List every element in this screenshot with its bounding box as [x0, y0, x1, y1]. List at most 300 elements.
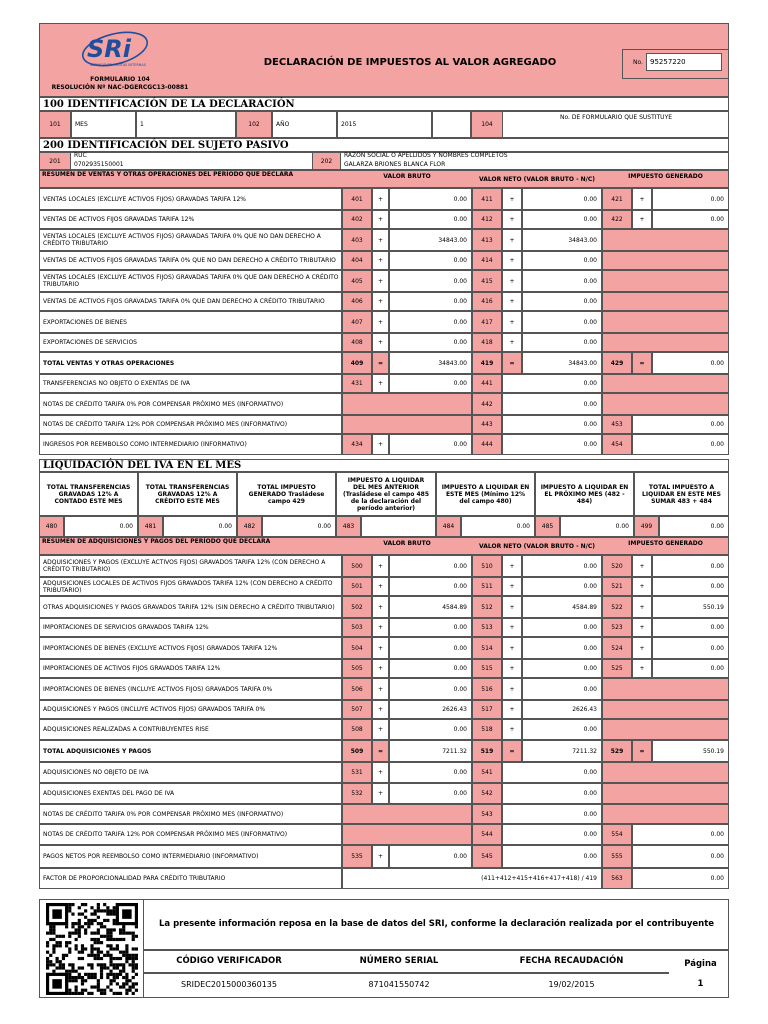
field-sign: + [502, 333, 522, 352]
field-sign: + [632, 596, 652, 618]
empty-cell [602, 374, 729, 393]
liq-value: 0.00 [461, 516, 535, 537]
field-sign: + [632, 555, 652, 577]
code-202: 202 [312, 152, 341, 170]
field-value: 0.00 [502, 783, 602, 804]
field-code: 404 [342, 251, 372, 270]
row-label: VENTAS DE ACTIVOS FIJOS GRAVADAS TARIFA 0% QUE DAN DERECHO A CRÉDITO TRIBUTARIO [39, 292, 342, 311]
section-100-title: 100 IDENTIFICACIÓN DE LA DECLARACIÓN [39, 97, 729, 111]
field-value: 0.00 [389, 292, 472, 311]
liq-value: 0.00 [64, 516, 138, 537]
empty-cell [602, 292, 729, 311]
field-code: 443 [472, 415, 502, 434]
ventas-h-bruto: VALOR BRUTO [383, 172, 431, 180]
field-value: 0.00 [652, 618, 729, 637]
mes-label: MES [71, 111, 136, 138]
field-code: 415 [472, 270, 502, 292]
field-value: 0.00 [389, 555, 472, 577]
row-label: VENTAS LOCALES (EXCLUYE ACTIVOS FIJOS) GRAVADAS TARIFA 0% QUE NO DAN DERECHO A CRÉDITO TRIBUTARIO [39, 229, 342, 251]
row-label: TOTAL ADQUISICIONES Y PAGOS [39, 740, 342, 762]
empty-cell [342, 804, 472, 824]
footer-divider [144, 949, 729, 951]
row-label: EXPORTACIONES DE BIENES [39, 311, 342, 333]
adq-h-imp: IMPUESTO GENERADO [628, 539, 703, 547]
no-label: No. [633, 58, 643, 66]
field-value: 0.00 [502, 393, 602, 415]
field-code: 504 [342, 637, 372, 659]
field-code: 521 [602, 577, 632, 596]
liq-header: TOTAL TRANSFERENCIAS GRAVADAS 12% A CRÉDITO ESTE MES [138, 472, 237, 516]
row-label: ADQUISICIONES EXENTAS DEL PAGO DE IVA [39, 783, 342, 804]
field-sign: + [502, 700, 522, 719]
logo-subtext: SERVICIO DE RENTAS INTERNAS [90, 63, 146, 67]
field-value: 4584.89 [522, 596, 602, 618]
field-value: 0.00 [502, 762, 602, 783]
field-sign: + [502, 719, 522, 740]
field-value: 0.00 [522, 292, 602, 311]
field-code: 500 [342, 555, 372, 577]
field-sign: + [372, 678, 389, 700]
field-code: 419 [472, 352, 502, 374]
field-value: 0.00 [522, 555, 602, 577]
field-value: 0.00 [522, 333, 602, 352]
field-sign: + [372, 700, 389, 719]
empty-cell [602, 700, 729, 719]
field-sign: + [632, 577, 652, 596]
field-code: 517 [472, 700, 502, 719]
field-sign: + [632, 659, 652, 678]
row-label: IMPORTACIONES DE ACTIVOS FIJOS GRAVADOS TARIFA 12% [39, 659, 342, 678]
row-label: TRANSFERENCIAS NO OBJETO O EXENTAS DE IVA [39, 374, 342, 393]
field-sign: + [502, 596, 522, 618]
field-sign: + [372, 210, 389, 229]
field-value: 0.00 [389, 678, 472, 700]
field-value: 34843.00 [522, 352, 602, 374]
field-code: 542 [472, 783, 502, 804]
field-code: 520 [602, 555, 632, 577]
field-sign: + [372, 762, 389, 783]
field-value: 0.00 [502, 824, 602, 845]
field-value: 0.00 [502, 804, 602, 824]
empty-cell [342, 393, 472, 415]
empty-cell [602, 333, 729, 352]
field-formula: (411+412+415+416+417+418) / 419 [342, 868, 602, 889]
field-code: 454 [602, 434, 632, 455]
field-sign: + [502, 229, 522, 251]
liq-value: 0.00 [262, 516, 336, 537]
field-sign: + [502, 577, 522, 596]
field-sign: = [502, 740, 522, 762]
field-code: 513 [472, 618, 502, 637]
razon-value: GALARZA BRIONES BLANCA FLOR [344, 161, 446, 168]
field-value: 0.00 [632, 824, 729, 845]
liq-value: 0.00 [659, 516, 729, 537]
field-sign: + [502, 678, 522, 700]
empty-cell [602, 393, 729, 415]
field-value: 0.00 [389, 783, 472, 804]
row-label: OTRAS ADQUISICIONES Y PAGOS GRAVADOS TARIFA 12% (SIN DERECHO A CRÉDITO TRIBUTARIO) [39, 596, 342, 618]
field-value: 0.00 [652, 210, 729, 229]
field-value: 0.00 [389, 210, 472, 229]
field-sign: + [372, 188, 389, 210]
anio-extra [432, 111, 471, 138]
field-code: 412 [472, 210, 502, 229]
field-value: 0.00 [502, 434, 602, 455]
field-sign: + [632, 210, 652, 229]
field-sign: + [502, 637, 522, 659]
field-sign: + [372, 292, 389, 311]
field-code: 531 [342, 762, 372, 783]
field-sign: + [372, 434, 389, 455]
anio-label: AÑO [272, 111, 337, 138]
field-code: 411 [472, 188, 502, 210]
field-value: 0.00 [389, 618, 472, 637]
adq-title: RESUMEN DE ADQUISICIONES Y PAGOS DEL PERÍODO QUE DECLARA [42, 538, 271, 545]
row-label: VENTAS LOCALES (EXCLUYE ACTIVOS FIJOS) GRAVADAS TARIFA 0% QUE DAN DERECHO A CRÉDITO TRIBUTARIO [39, 270, 342, 292]
empty-cell [602, 804, 729, 824]
field-code: 523 [602, 618, 632, 637]
field-sign: = [632, 352, 652, 374]
footer-pagina: 1 [697, 979, 704, 989]
field-value: 0.00 [522, 678, 602, 700]
field-sign: + [372, 311, 389, 333]
field-sign: + [372, 637, 389, 659]
field-sign: + [632, 188, 652, 210]
field-sign: = [372, 740, 389, 762]
field-code: 403 [342, 229, 372, 251]
field-value: 0.00 [389, 251, 472, 270]
field-code: 535 [342, 845, 372, 868]
field-value: 0.00 [652, 637, 729, 659]
footer-codigo: SRIDEC2015000360135 [181, 979, 277, 989]
field-sign: + [372, 229, 389, 251]
field-code: 518 [472, 719, 502, 740]
field-sign: = [632, 740, 652, 762]
row-label: NOTAS DE CRÉDITO TARIFA 12% POR COMPENSAR PRÓXIMO MES (INFORMATIVO) [39, 824, 342, 845]
field-value: 0.00 [389, 719, 472, 740]
section-200-title: 200 IDENTIFICACIÓN DEL SUJETO PASIVO [39, 138, 729, 152]
field-value: 0.00 [632, 415, 729, 434]
field-code: 543 [472, 804, 502, 824]
field-code: 408 [342, 333, 372, 352]
liq-header: TOTAL IMPUESTO A LIQUIDAR EN ESTE MES SUMAR 483 + 484 [634, 472, 729, 516]
field-sign: + [502, 188, 522, 210]
field-sign: + [502, 618, 522, 637]
empty-cell [602, 678, 729, 700]
liq-value [361, 516, 436, 537]
liq-code: 485 [535, 516, 560, 537]
field-sign: + [372, 618, 389, 637]
field-sign: + [372, 555, 389, 577]
field-code: 418 [472, 333, 502, 352]
liq-value: 0.00 [163, 516, 237, 537]
footer-h-fecha: FECHA RECAUDACIÓN [519, 956, 624, 966]
sri-logo [80, 29, 150, 69]
form-title: DECLARACIÓN DE IMPUESTOS AL VALOR AGREGADO [263, 56, 557, 68]
field-code: 532 [342, 783, 372, 804]
row-label: IMPORTACIONES DE SERVICIOS GRAVADOS TARIFA 12% [39, 618, 342, 637]
field-value: 0.00 [652, 352, 729, 374]
field-code: 416 [472, 292, 502, 311]
field-value: 0.00 [502, 374, 602, 393]
anio-value: 2015 [337, 111, 432, 138]
empty-cell [602, 229, 729, 251]
liq-code: 499 [634, 516, 659, 537]
footer-divider-2 [144, 972, 669, 974]
field-value: 0.00 [522, 719, 602, 740]
field-code: 407 [342, 311, 372, 333]
row-label: EXPORTACIONES DE SERVICIOS [39, 333, 342, 352]
adq-h-neto: VALOR NETO (VALOR BRUTO - N/C) [478, 542, 596, 550]
field-code: 409 [342, 352, 372, 374]
field-code: 545 [472, 845, 502, 868]
field-value: 0.00 [522, 311, 602, 333]
field-code: 515 [472, 659, 502, 678]
row-label: NOTAS DE CRÉDITO TARIFA 0% POR COMPENSAR PRÓXIMO MES (INFORMATIVO) [39, 393, 342, 415]
liq-value: 0.00 [560, 516, 634, 537]
field-sign: + [372, 659, 389, 678]
field-code: 442 [472, 393, 502, 415]
field-value: 0.00 [522, 618, 602, 637]
empty-cell [602, 783, 729, 804]
field-code: 554 [602, 824, 632, 845]
field-code: 506 [342, 678, 372, 700]
liq-code: 484 [436, 516, 461, 537]
field-code: 522 [602, 596, 632, 618]
empty-cell [602, 719, 729, 740]
field-code: 508 [342, 719, 372, 740]
field-code: 563 [602, 868, 632, 889]
razon-label: RAZÓN SOCIAL O APELLIDOS Y NOMBRES COMPLETOS [344, 152, 508, 159]
field-sign: + [372, 270, 389, 292]
ruc-label: RUC [74, 152, 87, 159]
empty-cell [342, 824, 472, 845]
field-code: 505 [342, 659, 372, 678]
field-value: 0.00 [522, 210, 602, 229]
liq-header: TOTAL TRANSFERENCIAS GRAVADAS 12% A CONTADO ESTE MES [39, 472, 138, 516]
code-201: 201 [39, 152, 71, 170]
field-value: 550.19 [652, 740, 729, 762]
ventas-h-imp: IMPUESTO GENERADO [628, 172, 703, 180]
field-value: 0.00 [652, 555, 729, 577]
empty-cell [602, 311, 729, 333]
field-value: 7211.32 [389, 740, 472, 762]
field-value: 0.00 [389, 577, 472, 596]
liq-code: 483 [336, 516, 361, 537]
field-value: 0.00 [389, 434, 472, 455]
field-code: 453 [602, 415, 632, 434]
field-code: 525 [602, 659, 632, 678]
footer-h-serial: NÚMERO SERIAL [359, 956, 439, 966]
ventas-title: RESUMEN DE VENTAS Y OTRAS OPERACIONES DEL PERÍODO QUE DECLARA [42, 171, 294, 178]
field-code: 444 [472, 434, 502, 455]
row-label: IMPORTACIONES DE BIENES (INCLUYE ACTIVOS FIJOS) GRAVADOS TARIFA 0% [39, 678, 342, 700]
field-code: 431 [342, 374, 372, 393]
field-value: 2626.43 [522, 700, 602, 719]
field-sign: + [372, 251, 389, 270]
field-code: 429 [602, 352, 632, 374]
footer-h-codigo: CÓDIGO VERIFICADOR [176, 956, 282, 966]
field-value: 0.00 [502, 415, 602, 434]
liq-header: TOTAL IMPUESTO GENERADO Trasládese campo 429 [237, 472, 336, 516]
field-code: 402 [342, 210, 372, 229]
code-104: 104 [471, 111, 503, 138]
logo-text: SRi [87, 35, 131, 63]
field-code: 519 [472, 740, 502, 762]
row-label: ADQUISICIONES Y PAGOS (INCLUYE ACTIVOS FIJOS) GRAVADOS TARIFA 0% [39, 700, 342, 719]
field-value: 4584.89 [389, 596, 472, 618]
row-label: FACTOR DE PROPORCIONALIDAD PARA CRÉDITO TRIBUTARIO [39, 868, 342, 889]
liq-header: IMPUESTO A LIQUIDAR EN ESTE MES (Mínimo 12% del campo 480) [436, 472, 535, 516]
field-sign: + [502, 251, 522, 270]
row-label: NOTAS DE CRÉDITO TARIFA 0% POR COMPENSAR PRÓXIMO MES (INFORMATIVO) [39, 804, 342, 824]
row-label: VENTAS LOCALES (EXCLUYE ACTIVOS FIJOS) GRAVADAS TARIFA 12% [39, 188, 342, 210]
field-value: 0.00 [502, 845, 602, 868]
empty-cell [602, 270, 729, 292]
field-sign: + [502, 270, 522, 292]
liq-header: IMPUESTO A LIQUIDAR EN EL PRÓXIMO MES (482 - 484) [535, 472, 634, 516]
field-code: 401 [342, 188, 372, 210]
field-value: 0.00 [522, 270, 602, 292]
field-sign: + [372, 374, 389, 393]
code-101: 101 [39, 111, 71, 138]
empty-cell [602, 762, 729, 783]
field-value: 0.00 [632, 434, 729, 455]
field-code: 555 [602, 845, 632, 868]
footer-h-pagina: Página [684, 959, 717, 969]
field-sign: + [502, 659, 522, 678]
row-label: IMPORTACIONES DE BIENES (EXCLUYE ACTIVOS FIJOS) GRAVADOS TARIFA 12% [39, 637, 342, 659]
field-code: 541 [472, 762, 502, 783]
field-value: 0.00 [522, 188, 602, 210]
field-code: 544 [472, 824, 502, 845]
field-value: 0.00 [652, 659, 729, 678]
ventas-h-neto: VALOR NETO (VALOR BRUTO - N/C) [478, 175, 596, 183]
row-label: VENTAS DE ACTIVOS FIJOS GRAVADAS TARIFA 12% [39, 210, 342, 229]
field-sign: + [372, 719, 389, 740]
field-sign: + [372, 845, 389, 868]
field-value: 0.00 [389, 845, 472, 868]
row-label: ADQUISICIONES NO OBJETO DE IVA [39, 762, 342, 783]
field-sign: + [502, 555, 522, 577]
adq-h-bruto: VALOR BRUTO [383, 539, 431, 547]
field-sign: + [502, 311, 522, 333]
row-label: INGRESOS POR REEMBOLSO COMO INTERMEDIARIO (INFORMATIVO) [39, 434, 342, 455]
field-value: 0.00 [652, 577, 729, 596]
form-name: FORMULARIO 104 [90, 75, 150, 83]
field-value: 7211.32 [522, 740, 602, 762]
field-sign: + [632, 637, 652, 659]
field-value: 0.00 [389, 188, 472, 210]
field-code: 406 [342, 292, 372, 311]
field-code: 421 [602, 188, 632, 210]
field-value: 0.00 [389, 311, 472, 333]
liquidacion-title: LIQUIDACIÓN DEL IVA EN EL MES [39, 459, 729, 472]
field-value: 0.00 [522, 577, 602, 596]
field-code: 512 [472, 596, 502, 618]
row-label: ADQUISICIONES Y PAGOS (EXCLUYE ACTIVOS FIJOS) GRAVADOS TARIFA 12% (CON DERECHO A CRÉDITO TRIBUTARIO) [39, 555, 342, 577]
field-code: 422 [602, 210, 632, 229]
ruc-value: 0702935150001 [74, 161, 124, 168]
field-code: 417 [472, 311, 502, 333]
field-sign: + [502, 292, 522, 311]
field-value: 0.00 [652, 188, 729, 210]
field-code: 516 [472, 678, 502, 700]
field-sign: + [372, 783, 389, 804]
liq-code: 482 [237, 516, 262, 537]
field-value: 0.00 [389, 637, 472, 659]
field-code: 507 [342, 700, 372, 719]
field-code: 503 [342, 618, 372, 637]
row-label: VENTAS DE ACTIVOS FIJOS GRAVADAS TARIFA 0% QUE NO DAN DERECHO A CRÉDITO TRIBUTARIO [39, 251, 342, 270]
field-value: 0.00 [632, 845, 729, 868]
field-code: 414 [472, 251, 502, 270]
empty-cell [342, 415, 472, 434]
field-value: 550.19 [652, 596, 729, 618]
field-code: 502 [342, 596, 372, 618]
field-code: 501 [342, 577, 372, 596]
field-code: 509 [342, 740, 372, 762]
field-value: 34843.00 [389, 229, 472, 251]
sustituye-label: No. DE FORMULARIO QUE SUSTITUYE [560, 114, 673, 121]
field-code: 441 [472, 374, 502, 393]
qr-code [39, 899, 144, 998]
field-value: 0.00 [389, 333, 472, 352]
field-sign: + [372, 333, 389, 352]
no-value: 95257220 [646, 53, 722, 71]
field-code: 413 [472, 229, 502, 251]
footer-message: La presente información reposa en la base de datos del SRI, conforme la declaración realizada por el contribuyente [158, 919, 715, 929]
footer-fecha: 19/02/2015 [548, 979, 595, 989]
field-sign: = [372, 352, 389, 374]
field-value: 0.00 [522, 251, 602, 270]
liq-code: 481 [138, 516, 163, 537]
field-sign: = [502, 352, 522, 374]
field-value: 0.00 [389, 659, 472, 678]
row-label: NOTAS DE CRÉDITO TARIFA 12% POR COMPENSAR PRÓXIMO MES (INFORMATIVO) [39, 415, 342, 434]
field-value: 34843.00 [522, 229, 602, 251]
field-sign: + [502, 210, 522, 229]
liq-code: 480 [39, 516, 64, 537]
field-sign: + [372, 596, 389, 618]
row-label: PAGOS NETOS POR REEMBOLSO COMO INTERMEDIARIO (INFORMATIVO) [39, 845, 342, 868]
row-label: ADQUISICIONES LOCALES DE ACTIVOS FIJOS GRAVADOS TARIFA 12% (CON DERECHO A CRÉDITO TRIBUTARIO) [39, 577, 342, 596]
field-value: 0.00 [522, 659, 602, 678]
field-value: 0.00 [632, 868, 729, 889]
code-102: 102 [236, 111, 272, 138]
field-code: 511 [472, 577, 502, 596]
form-resolution: RESOLUCIÓN Nº NAC-DGERCGC13-00881 [51, 83, 189, 91]
field-value: 34843.00 [389, 352, 472, 374]
mes-value: 1 [136, 111, 236, 138]
empty-cell [602, 251, 729, 270]
field-value: 0.00 [389, 374, 472, 393]
field-code: 514 [472, 637, 502, 659]
footer-serial: 871041550742 [368, 979, 430, 989]
field-code: 434 [342, 434, 372, 455]
field-code: 529 [602, 740, 632, 762]
field-sign: + [632, 618, 652, 637]
field-code: 405 [342, 270, 372, 292]
field-code: 510 [472, 555, 502, 577]
field-value: 0.00 [389, 762, 472, 783]
field-sign: + [372, 577, 389, 596]
field-value: 0.00 [522, 637, 602, 659]
field-value: 2626.43 [389, 700, 472, 719]
row-label: TOTAL VENTAS Y OTRAS OPERACIONES [39, 352, 342, 374]
field-value: 0.00 [389, 270, 472, 292]
field-code: 524 [602, 637, 632, 659]
